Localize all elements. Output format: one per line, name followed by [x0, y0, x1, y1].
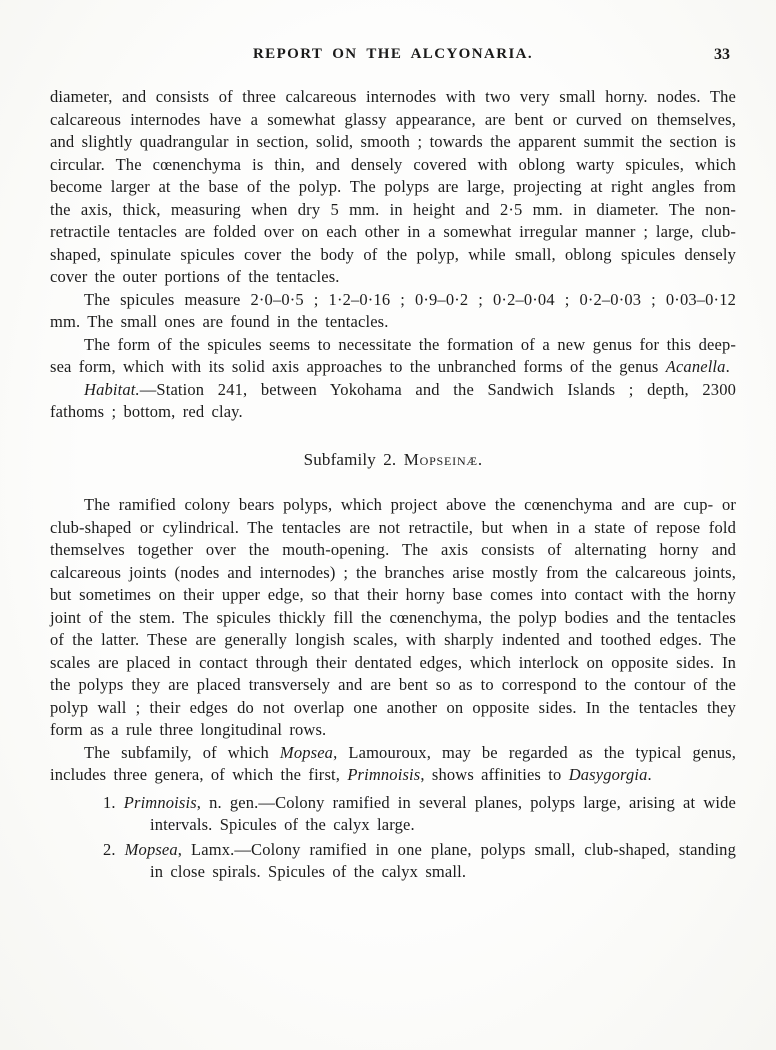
subfamily-heading-prefix: Subfamily 2.: [303, 449, 404, 469]
paragraph-new-genus: [50, 334, 736, 379]
text-run: diameter, and consists of three calcareous internodes with two very small horny. nodes. The calcareous internodes have a somewhat glassy appearance, are bent or curved on themselves, and slightly quadrangular in section, solid, smooth ; towards the apparent summit the section is circular. The cœnenchyma is thin, and densely covered with oblong warty spicules, which become larger at the base of the polyp. The polyps are large, projecting at right angles from the axis, thick, measuring when dry 5 mm. in height and 2·5 mm. in diameter. The non-retractile tentacles are folded over on each other in a somewhat irregular manner ; large, club-shaped, spinulate spicules cover the body of the polyp, while small, oblong spicules densely cover the outer portions of the tentacles.: [50, 87, 736, 286]
paragraph-spicule-measurements: [50, 289, 736, 334]
list-item-mopsea: [50, 839, 736, 884]
text-run: The spicules measure 2·0–0·5 ; 1·2–0·16 ; 0·9–0·2 ; 0·2–0·04 ; 0·2–0·03 ; 0·03–0·12 mm. The small ones are found in the tentacles.: [50, 289, 736, 331]
genus-name-mopsea: Mopsea: [124, 839, 178, 859]
list-item-primnoisis: [50, 792, 736, 837]
text-run: , n. gen.—Colony ramified in several planes, polyps large, arising at wide intervals. Spicules of the calyx large.: [150, 792, 736, 834]
text-run: , Lamx.—Colony ramified in one plane, polyps small, club-shaped, standing in close spirals. Spicules of the calyx small.: [150, 839, 736, 881]
genus-name-mopsea: Mopsea: [279, 742, 334, 762]
text-run: The form of the spicules seems to necessitate the formation of a new genus for this deep-sea form, which with its solid axis approaches to the unbranched forms of the genus: [50, 334, 736, 376]
paragraph-mopseinae-description: [50, 494, 736, 742]
running-title: REPORT ON THE ALCYONARIA.: [252, 46, 534, 62]
text-run: .: [725, 357, 730, 376]
genus-name-primnoisis: Primnoisis: [347, 765, 421, 784]
page-body: [50, 86, 736, 884]
subfamily-heading: [50, 449, 736, 472]
text-run: .: [647, 765, 652, 784]
genus-list: [50, 792, 736, 884]
subfamily-heading-period: .: [477, 449, 483, 469]
paragraph-diameter-description: [50, 86, 736, 289]
page-number: 33: [714, 46, 730, 63]
list-number: 1.: [103, 792, 116, 812]
list-number: 2.: [103, 839, 116, 859]
text-run: —Station 241, between Yokohama and the Sandwich Islands ; depth, 2300 fathoms ; bottom, red clay.: [50, 379, 736, 421]
paragraph-subfamily-genera: [50, 742, 736, 787]
text-run: , Lamouroux, may be regarded as the typical genus, includes three genera, of which the first,: [50, 742, 736, 784]
text-run: The subfamily, of which: [84, 742, 280, 762]
genus-name-dasygorgia: Dasygorgia: [568, 765, 648, 784]
page-header: [50, 46, 736, 70]
paragraph-habitat: [50, 379, 736, 424]
habitat-label: Habitat.: [84, 379, 140, 399]
genus-name-acanella: Acanella: [665, 357, 726, 376]
genus-name-primnoisis: Primnoisis: [123, 792, 197, 812]
text-run: The ramified colony bears polyps, which project above the cœnenchyma and are cup- or club-shaped or cylindrical. The tentacles are not retractile, but when in a state of repose fold themselves together over the mouth-opening. The axis consists of alternating horny and calcareous joints (nodes and internodes) ; the branches arise mostly from the calcareous joints, but sometimes on their upper edge, so that their horny base comes into contact with the horny joint of the stem. The spicules thickly fill the cœnenchyma, the polyp bodies and the tentacles of the latter. These are generally longish scales, with sharply indented and toothed edges. The scales are placed in contact through their dentated edges, which interlock on opposite sides. In the polyps they are placed transversely and are bent so as to correspond to the contour of the polyp wall ; their edges do not overlap one another on opposite sides. In the tentacles they form as a rule three longitudinal rows.: [50, 495, 736, 739]
subfamily-name-mopseinae: Mopseinæ: [403, 449, 478, 469]
text-run: , shows affinities to: [420, 765, 569, 784]
